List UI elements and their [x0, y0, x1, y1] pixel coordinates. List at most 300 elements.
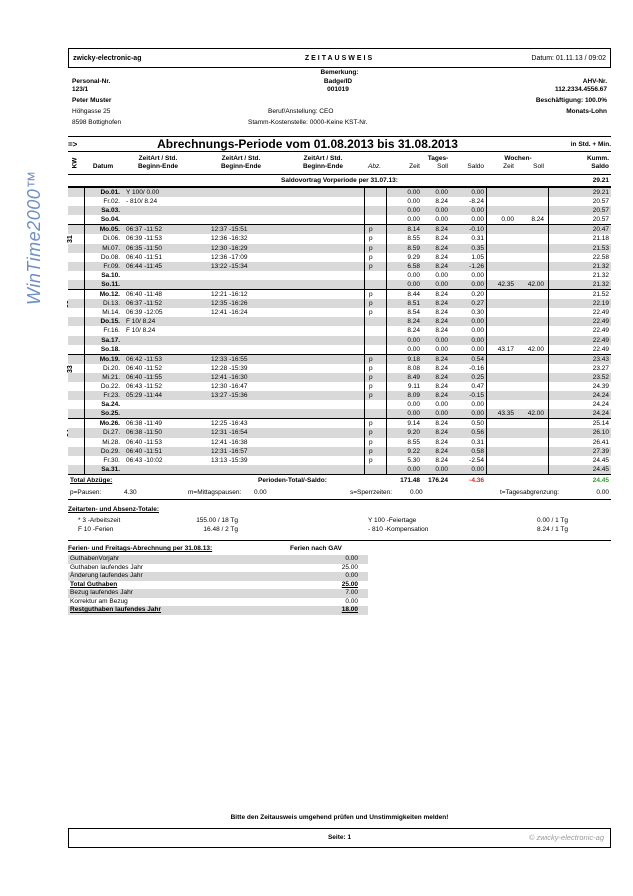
cell-k: 20.57: [592, 207, 609, 215]
col-wsoll: Soll: [533, 163, 544, 170]
cell-z1: - 810/ 8.24: [126, 198, 158, 206]
company-name: zwicky-electronic-ag: [73, 54, 142, 62]
cell-t: 8.44: [407, 291, 420, 299]
ferien-label: GuthabenVorjahr: [70, 554, 120, 562]
cell-z1: 06:40 -11:51: [126, 447, 163, 455]
cell-so: 8.24: [435, 382, 448, 390]
cell-t: 0.00: [407, 271, 420, 279]
cell-k: 24.24: [592, 410, 609, 418]
cell-z2: 13:13 -15:39: [211, 456, 248, 464]
cell-t: 0.00: [407, 345, 420, 353]
print-date: Datum: 01.11.13 / 09:02: [531, 54, 606, 62]
cell-so: 0.00: [435, 410, 448, 418]
cell-sa: -0.10: [469, 226, 484, 234]
cell-d: Mo.12.: [99, 291, 120, 299]
cell-z1: 06:38 -11:49: [126, 420, 163, 428]
cell-t: 9.11: [407, 382, 420, 390]
col-saldo: Saldo: [467, 163, 484, 170]
cell-d: Sa.24.: [101, 401, 120, 409]
cell-d: Mo.19.: [99, 355, 120, 363]
cell-d: Fr.23.: [103, 392, 120, 400]
cell-so: 0.00: [435, 271, 448, 279]
cell-d: So.11.: [101, 280, 120, 288]
cell-so: 8.24: [435, 438, 448, 446]
col-z3a: ZeitArt / Std.: [303, 155, 343, 162]
badge-id: 001019: [327, 86, 349, 93]
cell-t: 8.08: [407, 364, 420, 372]
zeitart-av: 155.00 / 18 Tg: [196, 516, 238, 524]
cell-k: 22.49: [592, 309, 609, 317]
ferien-row: [68, 581, 368, 590]
cell-d: Mi.14.: [102, 309, 120, 317]
table-row: [68, 188, 611, 197]
cell-d: Do.29.: [100, 447, 120, 455]
cell-wz: 0.00: [501, 216, 514, 224]
remark-label: Bemerkung:: [320, 69, 359, 76]
table-row: [68, 271, 611, 280]
cell-abz: p: [369, 429, 373, 437]
cell-ws: 42.00: [527, 410, 544, 418]
cell-so: 8.24: [435, 318, 448, 326]
cell-d: Di.20.: [103, 364, 120, 372]
cell-z2: 12:36 -17:09: [211, 253, 248, 261]
cell-abz: p: [369, 226, 373, 234]
cell-z2: 12:28 -15:39: [211, 364, 248, 372]
cell-so: 8.24: [435, 300, 448, 308]
col-tages: Tages-: [427, 155, 449, 162]
table-row: [68, 447, 611, 456]
table-row: [68, 419, 611, 428]
personnel-nr-label: Personal-Nr.: [72, 78, 111, 85]
cell-t: 9.14: [407, 420, 420, 428]
cell-z2: 12:30 -16:29: [211, 244, 248, 252]
table-row: [68, 456, 611, 465]
zeitart-row: [68, 525, 611, 534]
cell-k: 26.10: [592, 429, 609, 437]
cell-wz: 42.35: [497, 280, 514, 288]
cell-z1: F 10/ 8.24: [126, 327, 156, 335]
cell-so: 8.24: [435, 392, 448, 400]
cell-z1: 06:40 -11:48: [126, 291, 163, 299]
cell-d: Sa.03.: [101, 207, 120, 215]
table-row: [68, 253, 611, 262]
wintime-logo: WinTime2000™: [24, 170, 44, 305]
cell-t: 6.58: [407, 262, 420, 270]
col-soll: Soll: [437, 163, 448, 170]
cell-abz: p: [369, 355, 373, 363]
cell-t: 8.49: [407, 373, 420, 381]
ahv-label: AHV-Nr.: [582, 78, 607, 85]
cell-abz: p: [369, 253, 373, 261]
city: 8598 Bottighofen: [72, 119, 122, 126]
col-kumm: Kumm.: [586, 155, 609, 162]
cell-sa: 0.00: [471, 401, 484, 409]
cell-ws: 8.24: [531, 216, 544, 224]
col-wzeit: Zeit: [503, 163, 514, 170]
cell-k: 22.49: [592, 318, 609, 326]
cell-k: 20.57: [592, 216, 609, 224]
cell-t: 8.09: [407, 392, 420, 400]
table-row: [68, 308, 611, 317]
carry-over-value: 29.21: [592, 177, 609, 184]
col-z2b: Beginn-Ende: [220, 163, 262, 170]
daycut-value: 0.00: [596, 488, 609, 496]
cell-z2: 12:41 -16:30: [211, 373, 248, 381]
ferien-value: 18.00: [341, 606, 358, 614]
cell-z2: 12:41 -16:38: [211, 438, 248, 446]
document-title: ZEITAUSWEIS: [304, 54, 375, 62]
cell-sa: 0.00: [471, 327, 484, 335]
carry-over-label: Saldovortrag Vorperiode per 31.07.13:: [281, 177, 398, 184]
lunch-label: m=Mittagspausen:: [188, 488, 242, 496]
cell-d: Di.06.: [103, 235, 120, 243]
arrow-label: =>: [68, 139, 78, 149]
table-row: [68, 438, 611, 447]
cell-ws: 42.00: [527, 280, 544, 288]
cell-z2: 12:31 -16:54: [211, 429, 248, 437]
table-row: [68, 345, 611, 354]
cell-so: 0.00: [435, 216, 448, 224]
zeitart-av: 16.48 / 2 Tg: [203, 525, 238, 533]
ferien-value: 25.00: [341, 580, 358, 588]
blocked-label: s=Sperrzeiten:: [350, 488, 393, 496]
carry-over-row: [68, 175, 611, 187]
cell-so: 8.24: [435, 420, 448, 428]
pauses-value: 4.30: [124, 488, 137, 496]
cell-so: 0.00: [435, 336, 448, 344]
person-info: [68, 76, 611, 137]
cell-so: 8.24: [435, 373, 448, 381]
zeitarten-title: Zeitarten- und Absenz-Totale:: [68, 505, 159, 513]
week-block: [68, 224, 611, 289]
cell-sa: 0.25: [471, 373, 484, 381]
cell-t: 0.00: [407, 465, 420, 473]
ferien-label: Bezug laufendes Jahr: [70, 589, 133, 597]
week-number: 33: [67, 364, 74, 373]
cell-d: Do.22.: [100, 382, 120, 390]
cell-d: Do.01.: [100, 189, 120, 196]
cell-so: 8.24: [435, 447, 448, 455]
col-z1a: ZeitArt / Std.: [138, 155, 178, 162]
ferien-row: [68, 598, 368, 607]
cell-so: 8.24: [435, 456, 448, 464]
cell-z1: 06:43 -10:02: [126, 456, 163, 464]
cell-z1: 06:39 -12:05: [126, 309, 163, 317]
cell-so: 0.00: [435, 465, 448, 473]
ferien-label: Restguthaben laufendes Jahr: [70, 606, 162, 614]
table-row: [68, 364, 611, 373]
cell-abz: p: [369, 382, 373, 390]
table-row: [68, 299, 611, 308]
cell-z1: 06:40 -11:55: [126, 373, 163, 381]
ferien-row: [68, 555, 368, 564]
ahv-nr: 112.2334.4556.67: [554, 86, 607, 93]
cell-t: 9.29: [407, 253, 420, 261]
cell-sa: 0.00: [471, 410, 484, 418]
col-ksaldo: Saldo: [591, 163, 609, 170]
cell-abz: p: [369, 392, 373, 400]
ferien-row: [68, 589, 368, 598]
cell-abz: p: [369, 262, 373, 270]
cell-sa: 0.00: [471, 280, 484, 288]
copyright: © zwicky-electronic-ag: [528, 833, 604, 842]
ferien-list: [68, 555, 611, 615]
zeitart-b: Y 100 -Feiertage: [368, 516, 417, 524]
cell-abz: p: [369, 291, 373, 299]
cell-k: 24.24: [592, 392, 609, 400]
table-row: [68, 280, 611, 289]
cell-d: Di.13.: [103, 300, 120, 308]
pauses-row: [68, 487, 611, 500]
cell-k: 24.45: [592, 465, 609, 473]
cell-so: 0.00: [435, 345, 448, 353]
col-z3b: Beginn-Ende: [302, 163, 344, 170]
ferien-label: Total Guthaben: [70, 580, 118, 588]
ferien-title: Ferien- und Freitags-Abrechnung per 31.08.13:: [68, 544, 213, 552]
table-row: [68, 326, 611, 335]
cell-sa: 0.58: [471, 447, 484, 455]
ferien-value: 7.00: [345, 589, 358, 597]
table-row: [68, 290, 611, 299]
cell-abz: p: [369, 300, 373, 308]
cell-abz: p: [369, 235, 373, 243]
cell-sa: 0.00: [471, 318, 484, 326]
cell-d: Di.27.: [103, 429, 120, 437]
ferien-row: [68, 564, 368, 573]
cell-k: 22.58: [592, 253, 609, 261]
cell-so: 0.00: [435, 280, 448, 288]
unit-label: in Std. + Min.: [570, 140, 611, 148]
cell-z1: 06:42 -11:53: [126, 355, 163, 363]
cell-z1: 06:37 -11:52: [126, 300, 163, 308]
cell-d: Fr.16.: [103, 327, 120, 335]
cell-d: Fr.02.: [103, 198, 120, 206]
cell-sa: 0.00: [471, 336, 484, 344]
cell-k: 23.27: [592, 364, 609, 372]
cell-abz: p: [369, 438, 373, 446]
col-wochen: Wochen-: [504, 155, 532, 162]
zeitart-bv: 8.24 / 1 Tg: [537, 525, 568, 533]
cell-z1: 06:40 -11:53: [126, 438, 163, 446]
blocked-value: 0.00: [410, 488, 423, 496]
cell-t: 0.00: [407, 207, 420, 215]
cell-d: Mo.26.: [99, 420, 120, 428]
cell-z1: 06:40 -11:51: [126, 253, 163, 261]
cell-sa: 0.31: [471, 438, 484, 446]
cell-z1: Y 100/ 0.00: [126, 189, 160, 196]
job-title: Beruf/Anstellung: CEO: [268, 108, 334, 115]
cell-k: 22.49: [592, 336, 609, 344]
employment-rate: Beschäftigung: 100.0%: [535, 97, 607, 104]
cell-abz: p: [369, 447, 373, 455]
cell-so: 0.00: [435, 207, 448, 215]
cell-sa: 0.30: [471, 309, 484, 317]
col-abz: Abz.: [368, 163, 382, 170]
cell-sa: -0.15: [469, 392, 484, 400]
cell-z2: 13:22 -15:34: [211, 262, 248, 270]
cell-so: 8.24: [435, 226, 448, 234]
table-row: [68, 382, 611, 391]
table-row: [68, 234, 611, 243]
cell-d: Sa.17.: [101, 336, 120, 344]
cell-t: 0.00: [407, 401, 420, 409]
ferien-value: 0.00: [345, 554, 358, 562]
cell-sa: 0.00: [471, 271, 484, 279]
cell-abz: p: [369, 364, 373, 372]
cell-z1: 06:37 -11:52: [126, 226, 163, 234]
week-block: [68, 354, 611, 419]
totals-row: [68, 474, 611, 487]
cell-t: 8.14: [407, 226, 420, 234]
total-soll: 176.24: [428, 476, 448, 484]
cell-t: 5.30: [407, 456, 420, 464]
col-datum: Datum: [92, 163, 114, 170]
cell-k: 24.24: [592, 401, 609, 409]
cell-k: 20.57: [592, 198, 609, 206]
cell-d: Mi.07.: [102, 244, 120, 252]
cell-so: 8.24: [435, 355, 448, 363]
table-row: [68, 428, 611, 437]
ferien-value: 0.00: [345, 572, 358, 580]
cell-z2: 12:33 -16:55: [211, 355, 248, 363]
table-row: [68, 317, 611, 326]
cell-d: Do.08.: [100, 253, 120, 261]
cell-z2: 12:30 -16:47: [211, 382, 248, 390]
cell-d: Sa.31.: [101, 465, 120, 473]
street: Höhgasse 25: [72, 108, 111, 115]
footer-message: Bitte den Zeitausweis umgehend prüfen und Unstimmigkeiten melden!: [230, 814, 449, 821]
cell-t: 0.00: [407, 216, 420, 224]
cell-z2: 12:21 -16:12: [211, 291, 248, 299]
ferien-row: [68, 606, 368, 615]
cell-k: 29.21: [592, 189, 609, 196]
cell-sa: 0.27: [471, 300, 484, 308]
cell-k: 22.49: [592, 345, 609, 353]
cell-t: 8.59: [407, 244, 420, 252]
cell-z2: 12:25 -16:43: [211, 420, 248, 428]
cell-z2: 13:27 -15:36: [211, 392, 248, 400]
table-row: [68, 225, 611, 234]
cell-sa: 0.00: [471, 345, 484, 353]
cell-abz: p: [369, 420, 373, 428]
total-zeit: 171.48: [400, 476, 420, 484]
page-number: Seite: 1: [327, 834, 352, 841]
ferien-subtitle: Ferien nach GAV: [290, 544, 342, 552]
col-z2a: ZeitArt / Std.: [221, 155, 261, 162]
zeitart-a: * 3 -Arbeitszeit: [78, 516, 121, 524]
cell-z1: F 10/ 8.24: [126, 318, 156, 326]
cell-so: 8.24: [435, 198, 448, 206]
badge-label: Badge/ID: [323, 78, 353, 85]
cell-z2: 12:36 -16:32: [211, 235, 248, 243]
period-header: [68, 137, 611, 152]
cell-z2: 12:37 -15:51: [211, 226, 248, 234]
week-blocks: [68, 187, 611, 474]
week-block: [68, 418, 611, 474]
lunch-value: 0.00: [254, 488, 267, 496]
cell-wz: 43.17: [497, 345, 514, 353]
cell-sa: 0.31: [471, 235, 484, 243]
cell-k: 27.39: [592, 447, 609, 455]
cell-k: 21.32: [592, 262, 609, 270]
zeitart-bv: 0.00 / 1 Tg: [537, 516, 568, 524]
employee-name: Peter Muster: [72, 97, 112, 104]
cell-so: 0.00: [435, 189, 448, 196]
cell-t: 0.00: [407, 198, 420, 206]
cell-so: 8.24: [435, 291, 448, 299]
ferien-value: 0.00: [345, 597, 358, 605]
cell-z1: 06:44 -11:45: [126, 262, 163, 270]
cell-t: 9.20: [407, 429, 420, 437]
cell-wz: 43.35: [497, 410, 514, 418]
cell-t: 8.55: [407, 438, 420, 446]
timesheet: [68, 48, 611, 615]
cell-so: 8.24: [435, 244, 448, 252]
cell-d: Fr.09.: [103, 262, 120, 270]
zeitart-row: [68, 516, 611, 525]
ferien-row: [68, 572, 368, 581]
cell-so: 8.24: [435, 429, 448, 437]
cell-ws: 42.00: [527, 345, 544, 353]
zeitart-b: - 810 -Kompensation: [368, 525, 429, 533]
cell-t: 0.00: [407, 336, 420, 344]
table-row: [68, 336, 611, 345]
total-deductions-label: Total Abzüge:: [70, 476, 113, 484]
cell-t: 0.00: [407, 189, 420, 196]
cell-t: 8.24: [407, 327, 420, 335]
cell-k: 21.53: [592, 244, 609, 252]
cell-t: 9.22: [407, 447, 420, 455]
cell-d: Mi.28.: [102, 438, 120, 446]
cell-t: 0.00: [407, 410, 420, 418]
table-row: [68, 400, 611, 409]
cell-sa: -0.16: [469, 364, 484, 372]
cell-d: Mi.21.: [102, 373, 120, 381]
cell-sa: 0.35: [471, 244, 484, 252]
cell-t: 8.54: [407, 309, 420, 317]
table-row: [68, 197, 611, 206]
cell-sa: 0.56: [471, 429, 484, 437]
cell-sa: 0.00: [471, 189, 484, 196]
cell-d: Mo.05.: [99, 226, 120, 234]
cell-abz: p: [369, 309, 373, 317]
cell-z1: 05:29 -11:44: [126, 392, 163, 400]
cell-abz: p: [369, 456, 373, 464]
cell-t: 9.18: [407, 355, 420, 363]
cell-k: 21.52: [592, 291, 609, 299]
cell-d: Fr.30.: [103, 456, 120, 464]
table-row: [68, 244, 611, 253]
table-row: [68, 355, 611, 364]
cell-sa: 0.20: [471, 291, 484, 299]
cell-abz: p: [369, 373, 373, 381]
table-row: [68, 465, 611, 474]
wage-type: Monats-Lohn: [566, 108, 607, 115]
cell-so: 8.24: [435, 262, 448, 270]
total-saldo: -4.36: [469, 476, 484, 484]
cell-k: 21.32: [592, 280, 609, 288]
cell-k: 21.32: [592, 271, 609, 279]
daycut-label: t=Tagesabgrenzung:: [500, 488, 560, 496]
cell-k: 22.49: [592, 327, 609, 335]
table-row: [68, 391, 611, 400]
col-zeit: Zeit: [409, 163, 420, 170]
cell-k: 25.14: [592, 420, 609, 428]
cell-so: 8.24: [435, 253, 448, 261]
cell-sa: 0.50: [471, 420, 484, 428]
cost-center: Stamm-Kostenstelle: 0000-Keine KST-Nr.: [248, 119, 368, 126]
header-bar: [68, 48, 611, 68]
